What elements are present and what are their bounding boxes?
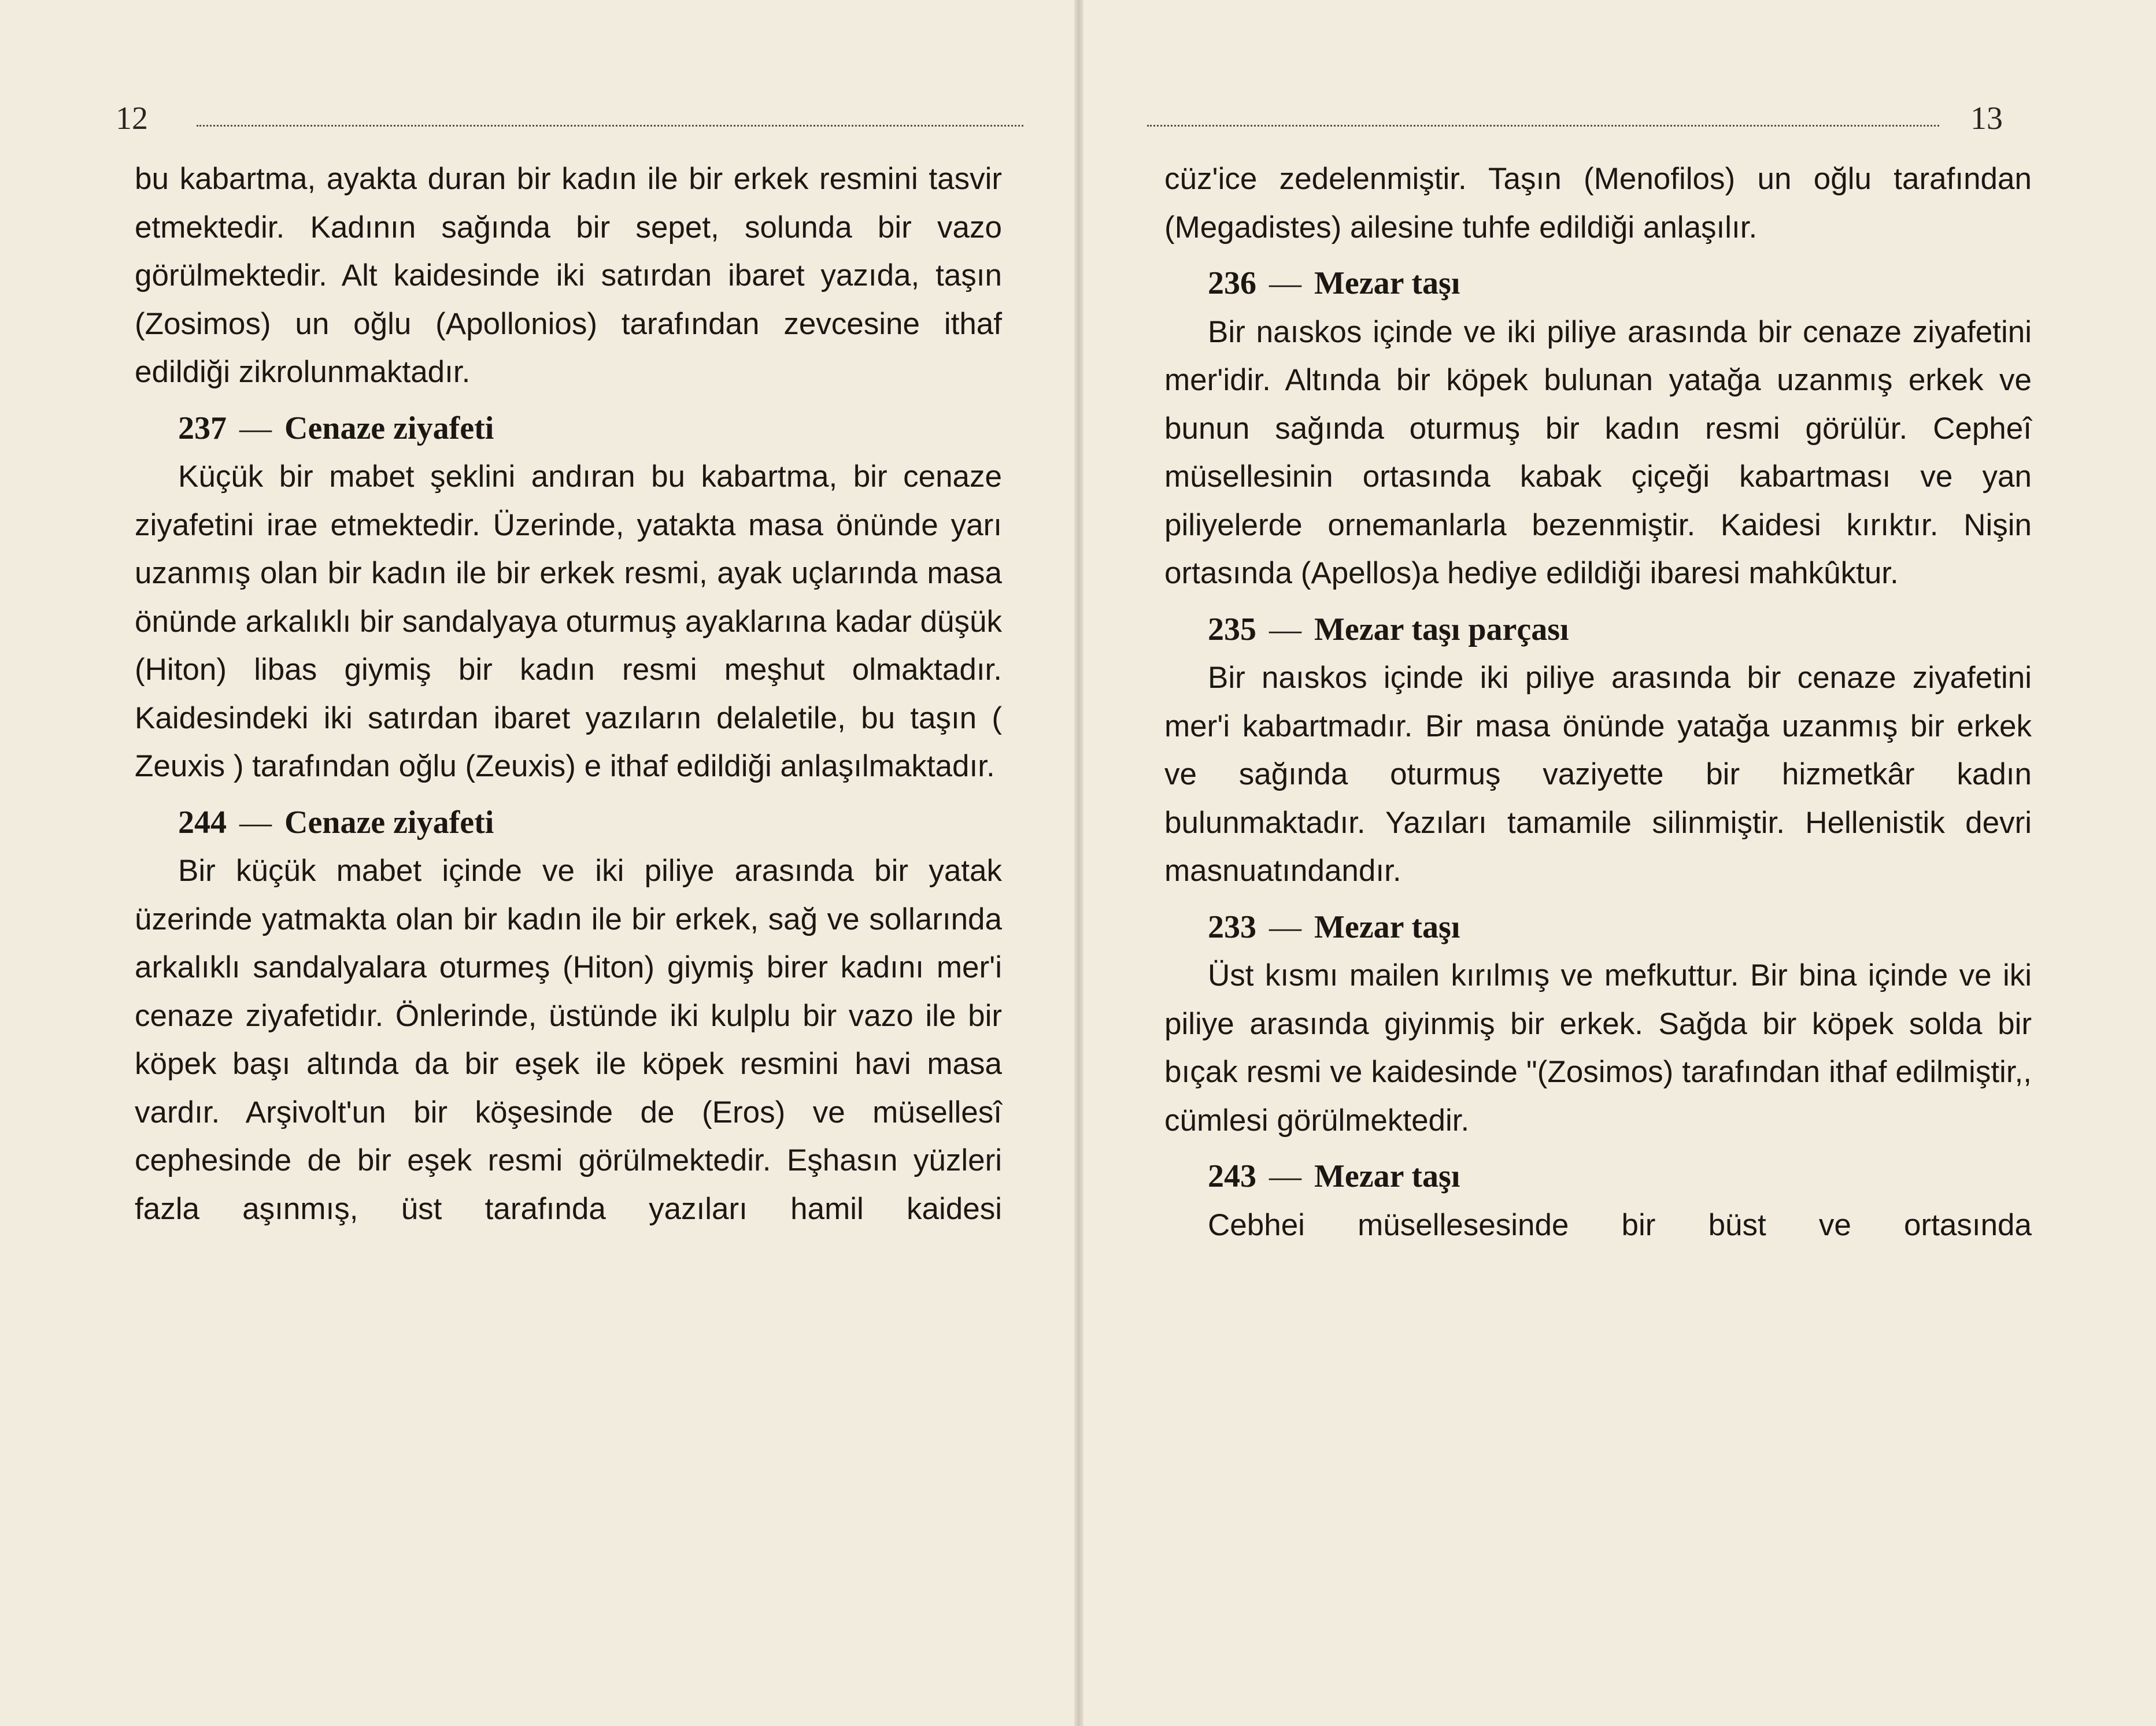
entry-heading-233	[1164, 903, 2032, 952]
entry-title: Mezar taşı	[1314, 909, 1460, 945]
entry-title: Mezar taşı	[1314, 1158, 1460, 1194]
left-page-body	[135, 155, 1002, 1233]
entry-dash: —	[239, 804, 272, 840]
entry-paragraph-243: Cebhei müsellesesinde bir büst ve ortasında	[1208, 1208, 2032, 1242]
entry-dash: —	[1269, 611, 1301, 647]
right-dotted-rule	[1147, 125, 1939, 127]
entry-number: 243	[1208, 1158, 1256, 1194]
entry-number: 233	[1208, 909, 1256, 945]
entry-number: 244	[178, 804, 227, 840]
entry-heading-244	[135, 799, 1002, 847]
entry-heading-243	[1164, 1153, 2032, 1201]
entry-title: Mezar taşı parçası	[1314, 611, 1569, 647]
entry-dash: —	[1269, 1158, 1301, 1194]
right-paragraph-continuation: cüz'ice zedelenmiştir. Taşın (Menofilos) un oğlu tarafından (Megadistes) ailesine tuhfe edildiği anlaşılır.	[1164, 162, 2032, 245]
entry-dash: —	[239, 410, 272, 446]
right-running-head	[1147, 98, 2003, 139]
entry-dash: —	[1269, 909, 1301, 945]
entry-title: Cenaze ziyafeti	[284, 410, 494, 446]
entry-paragraph-236: Bir naıskos içinde ve iki piliye arasında bir cenaze ziyafetini mer'idir. Altında bir köpek bulunan yatağa uzanmış erkek ve bunun sağında oturmuş bir kadın resmi görülür. Cepheî müsellesinin ortasında kabak çiçeği kabartması ve yan piliyelerde ornemanlarla bezenmiştir. Kaidesi kırıktır. Nişin ortasında (Apellos)a hediye edildiği ibaresi mahkûktur.	[1164, 314, 2032, 590]
entry-dash: —	[1269, 265, 1301, 301]
entry-paragraph-233: Üst kısmı mailen kırılmış ve mefkuttur. Bir bina içinde ve iki piliye arasında giyinmiş bir erkek. Sağda bir köpek solda bir bıçak resmi ve kaidesinde "(Zosimos) tarafından ithaf edilmiştir,, cümlesi görülmektedir.	[1164, 958, 2032, 1138]
entry-heading-236	[1164, 260, 2032, 308]
book-gutter	[1074, 0, 1083, 1726]
entry-number: 237	[178, 410, 227, 446]
left-dotted-rule	[197, 125, 1023, 127]
left-running-head	[116, 98, 1023, 139]
left-paragraph-continuation: bu kabartma, ayakta duran bir kadın ile bir erkek resmini tasvir etmektedir. Kadının sağında bir sepet, solunda bir vazo görülmektedir. Alt kaidesinde iki satırdan ibaret yazıda, taşın (Zosimos) un oğlu (Apollonios) tarafından zevcesine ithaf edildiği zikrolunmaktadır.	[135, 162, 1002, 389]
entry-heading-237	[135, 405, 1002, 453]
right-page-body	[1164, 155, 2032, 1249]
left-page	[0, 0, 1074, 1726]
entry-number: 236	[1208, 265, 1256, 301]
right-page	[1083, 0, 2156, 1726]
entry-paragraph-237: Küçük bir mabet şeklini andıran bu kabartma, bir cenaze ziyafetini irae etmektedir. Üzerinde, yatakta masa önünde yarı uzanmış olan bir kadın ile bir erkek resmi, ayak uçlarında masa önünde arkalıklı bir sandalyaya oturmuş ayaklarına kadar düşük (Hiton) libas giymiş bir kadın resmi meşhut olmaktadır. Kaidesindeki iki satırdan ibaret yazıların delaletile, bu taşın ( Zeuxis ) tarafından oğlu (Zeuxis) e ithaf edildiği anlaşılmaktadır.	[135, 460, 1002, 783]
entry-paragraph-244: Bir küçük mabet içinde ve iki piliye arasında bir yatak üzerinde yatmakta olan bir kadın ile bir erkek, sağ ve sollarında arkalıklı sandalyalara oturmeş (Hiton) giymiş birer kadını mer'i cenaze ziyafetidır. Önlerinde, üstünde iki kulplu bir vazo ile bir köpek başı altında da bir eşek ile köpek resmini havi masa vardır. Arşivolt'un bir köşesinde de (Eros) ve müsellesî cephesinde de bir eşek resmi görülmektedir. Eşhasın yüzleri fazla aşınmış, üst tarafında yazıları hamil kaidesi	[135, 854, 1002, 1226]
entry-title: Mezar taşı	[1314, 265, 1460, 301]
left-page-number: 12	[116, 101, 148, 136]
entry-title: Cenaze ziyafeti	[284, 804, 494, 840]
entry-paragraph-235: Bir naıskos içinde iki piliye arasında bir cenaze ziyafetini mer'i kabartmadır. Bir masa önünde yatağa uzanmış bir erkek ve sağında oturmuş vaziyette bir hizmetkâr kadın bulunmaktadır. Yazıları tamamile silinmiştir. Hellenistik devri masnuatındandır.	[1164, 661, 2032, 888]
right-page-number: 13	[1970, 101, 2003, 136]
entry-number: 235	[1208, 611, 1256, 647]
entry-heading-235	[1164, 606, 2032, 654]
